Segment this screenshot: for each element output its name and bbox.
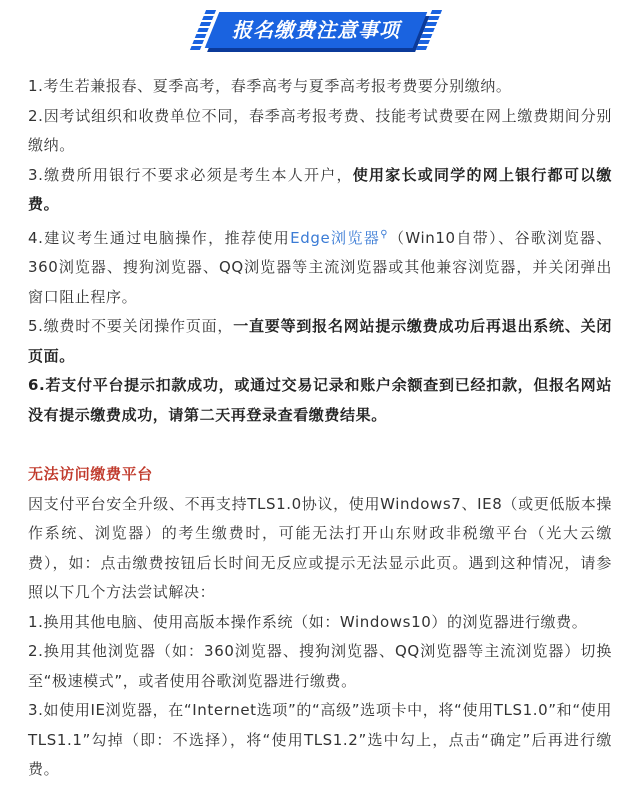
note-6-emphasis: 6.若支付平台提示扣款成功，或通过交易记录和账户余额查到已经扣款，但报名网站没有提示缴费成功，请第二天再登录查看缴费结果。: [28, 376, 612, 424]
note-4-text-rest: （Win10自带）、谷歌浏览器、360浏览器、搜狗浏览器、QQ浏览器等主流浏览器或其他兼容浏览器，并关闭弹出窗口阻止程序。: [28, 228, 612, 306]
note-5: [28, 312, 612, 371]
note-5-text: 5.缴费时不要关闭操作页面，: [28, 317, 234, 335]
section-title: 无法访问缴费平台: [28, 465, 153, 483]
note-3: [28, 161, 612, 220]
note-4: [28, 220, 612, 313]
note-6: [28, 371, 612, 430]
step-1: 1.换用其他电脑、使用高版本操作系统（如：Windows10）的浏览器进行缴费。: [28, 612, 588, 631]
note-3-text: 3.缴费所用银行不要求必须是考生本人开户，: [28, 165, 353, 184]
step-2: 2.换用其他浏览器（如：360浏览器、搜狗浏览器、QQ浏览器等主流浏览器）切换至“极速模式”，或者使用谷歌浏览器进行缴费。: [28, 642, 612, 690]
note-5-emphasis: 一直要等到报名网站提示缴费成功后再退出系统、关闭页面。: [28, 317, 612, 365]
note-3-emphasis: 使用家长或同学的网上银行都可以缴费。: [28, 165, 612, 213]
page-title: 报名缴费注意事项: [232, 18, 400, 42]
note-2: 2.因考试组织和收费单位不同，春季高考报考费、技能考试费要在网上缴费期间分别缴纳。: [28, 106, 612, 154]
search-icon[interactable]: ⚲: [380, 228, 389, 240]
article-body: [28, 72, 612, 785]
section-intro: 因支付平台安全升级、不再支持TLS1.0协议，使用Windows7、IE8（或更低版本操作系统、浏览器）的考生缴费时，可能无法打开山东财政非税缴平台（光大云缴费），如：点击缴费按钮后长时间无反应或提示无法显示此页。遇到这种情况，请参照以下几个方法尝试解决：: [28, 494, 612, 601]
note-1: 1.考生若兼报春、夏季高考，春季高考与夏季高考报考费要分别缴纳。: [28, 77, 512, 95]
edge-browser-link[interactable]: Edge浏览器: [290, 228, 381, 247]
note-4-text: 4.建议考生通过电脑操作，推荐使用: [28, 228, 291, 247]
step-3: 3.如使用IE浏览器，在“Internet选项”的“高级”选项卡中，将“使用TLS1.0”和“使用TLS1.1”勾掉（即：不选择），将“使用TLS1.2”选中勾上，点击“确定”后再进行缴费。: [28, 701, 612, 778]
spacer: [28, 430, 612, 460]
header-banner: [198, 8, 434, 52]
